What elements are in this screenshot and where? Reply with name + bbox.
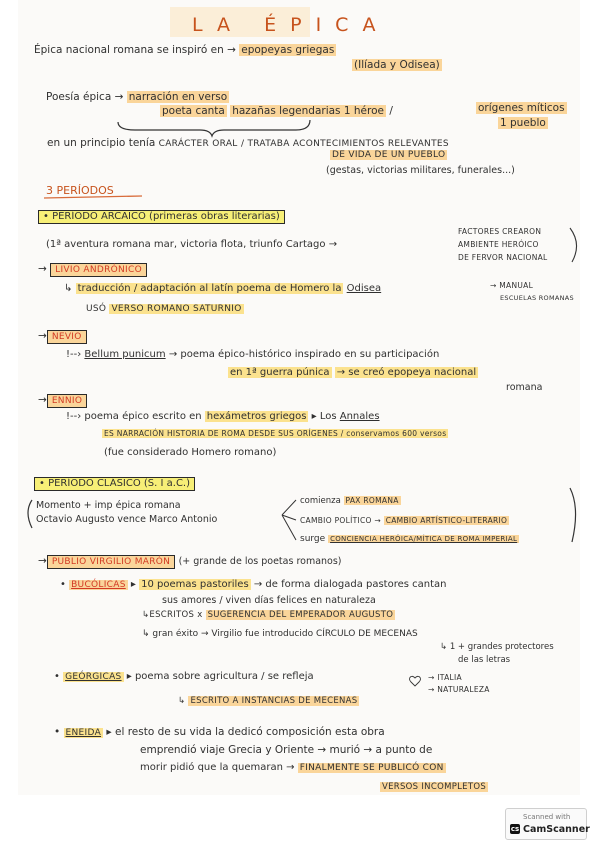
camscanner-logo-icon: cs (510, 825, 520, 833)
livio-manual: → MANUAL (490, 281, 534, 290)
scanner-caption: Scanned with (523, 813, 571, 821)
poesia-epica: Poesía épica → narración en verso (46, 91, 228, 103)
clasico-comienza: comienza PAX ROMANA (300, 496, 399, 506)
bucolicas-amores: sus amores / viven días felices en naturaleza (162, 595, 376, 606)
livio-traduccion: ↳ traducción / adaptación al latín poema de Homero la Odisea (64, 283, 382, 294)
scanner-brand: CamScanner (523, 824, 590, 835)
nevio-romana: romana (506, 382, 543, 393)
livio-verso: USÓ VERSO ROMANO SATURNIO (86, 304, 242, 314)
arcaico-heading: • PERÍODO ARCAICO (primeras obras literarias) (38, 210, 285, 224)
nevio-guerra: en 1ª guerra púnica → se creó epopeya nacional (230, 367, 477, 378)
principio-vida: DE VIDA DE UN PUEBLO (332, 150, 446, 160)
eneida-viaje: emprendió viaje Grecia y Oriente → murió → a punto de (140, 744, 433, 756)
principio-text: en un principio tenía CARÁCTER ORAL / TRATABA ACONTECIMIENTOS RELEVANTES (47, 137, 449, 149)
three-periods-heading: 3 PERÍODOS (46, 184, 114, 197)
georgicas-escrito: ↳ ESCRITO A INSTANCIAS DE MECENAS (178, 696, 358, 706)
arcaico-fervor: DE FERVOR NACIONAL (458, 253, 548, 262)
livio-label: → LIVIO ANDRÓNICO (38, 264, 147, 275)
page-title: LA ÉPICA (192, 14, 390, 36)
poesia-pueblo: 1 pueblo (500, 117, 546, 129)
eneida-item: • ENEIDA ▸ el resto de su vida la dedicó composición esta obra (54, 726, 385, 738)
georgicas-item: • GEÓRGICAS ▸ poema sobre agricultura / se refleja (54, 671, 314, 682)
eneida-morir: morir pidió que la quemaran → FINALMENTE SE PUBLICÓ CON (140, 762, 444, 773)
arcaico-factores: FACTORES CREARON (458, 227, 542, 236)
poesia-canta: poeta canta hazañas legendarias 1 héroe / (162, 105, 393, 117)
ennio-homero: (fue considerado Homero romano) (104, 447, 277, 458)
ennio-narracion: ES NARRACIÓN HISTORIA DE ROMA DESDE SUS ORÍGENES / conservamos 600 versos (104, 429, 447, 438)
bucolicas-exito: ↳ gran éxito → Virgilio fue introducido CÍRCULO DE MECENAS (142, 629, 418, 639)
arcaico-ambiente: AMBIENTE HERÓICO (458, 240, 539, 249)
georgicas-italia: → ITALIA (428, 673, 462, 682)
clasico-cambio: CAMBIO POLÍTICO → CAMBIO ARTÍSTICO-LITERARIO (300, 516, 508, 525)
bucolicas-letras: de las letras (458, 655, 511, 665)
nevio-bellum: !--› Bellum punicum → poema épico-histórico inspirado en su participación (66, 349, 440, 360)
livio-escuelas: ESCUELAS ROMANAS (500, 294, 574, 302)
intro-sources: (Ilíada y Odisea) (354, 59, 440, 71)
clasico-surge: surge CONCIENCIA HERÓICA/MÍTICA DE ROMA IMPERIAL (300, 534, 518, 544)
clasico-heading: • PERÍODO CLÁSICO (S. I a.C.) (34, 477, 195, 491)
arcaico-aventura: (1ª aventura romana mar, victoria flota, triunfo Cartago → (46, 239, 338, 250)
clasico-momento: Momento + imp épica romana (36, 500, 181, 511)
principio-gestas: (gestas, victorias militares, funerales...) (326, 165, 515, 176)
ennio-label: → ENNIO (38, 395, 87, 406)
eneida-versos: VERSOS INCOMPLETOS (382, 782, 487, 792)
virgilio-label: → PUBLIO VIRGILIO MARÓN (+ grande de los poetas romanos) (38, 555, 342, 567)
georgicas-naturaleza: → NATURALEZA (428, 685, 490, 694)
clasico-octavio: Octavio Augusto vence Marco Antonio (36, 514, 218, 525)
ennio-poema: !--› poema épico escrito en hexámetros griegos ▸ Los Annales (66, 411, 380, 422)
camscanner-badge (505, 808, 590, 840)
bucolicas-escritos: ↳ESCRITOS x SUGERENCIA DEL EMPERADOR AUGUSTO (142, 610, 394, 620)
bucolicas-protectores: ↳ 1 + grandes protectores (440, 642, 554, 652)
bucolicas-item: • BUCÓLICAS ▸ 10 poemas pastoriles → de forma dialogada pastores cantan (60, 579, 447, 590)
intro-text: Épica nacional romana se inspiró en → epopeyas griegas (34, 44, 335, 56)
nevio-label: → NEVIO (38, 331, 87, 342)
poesia-origenes: orígenes míticos (478, 102, 565, 114)
